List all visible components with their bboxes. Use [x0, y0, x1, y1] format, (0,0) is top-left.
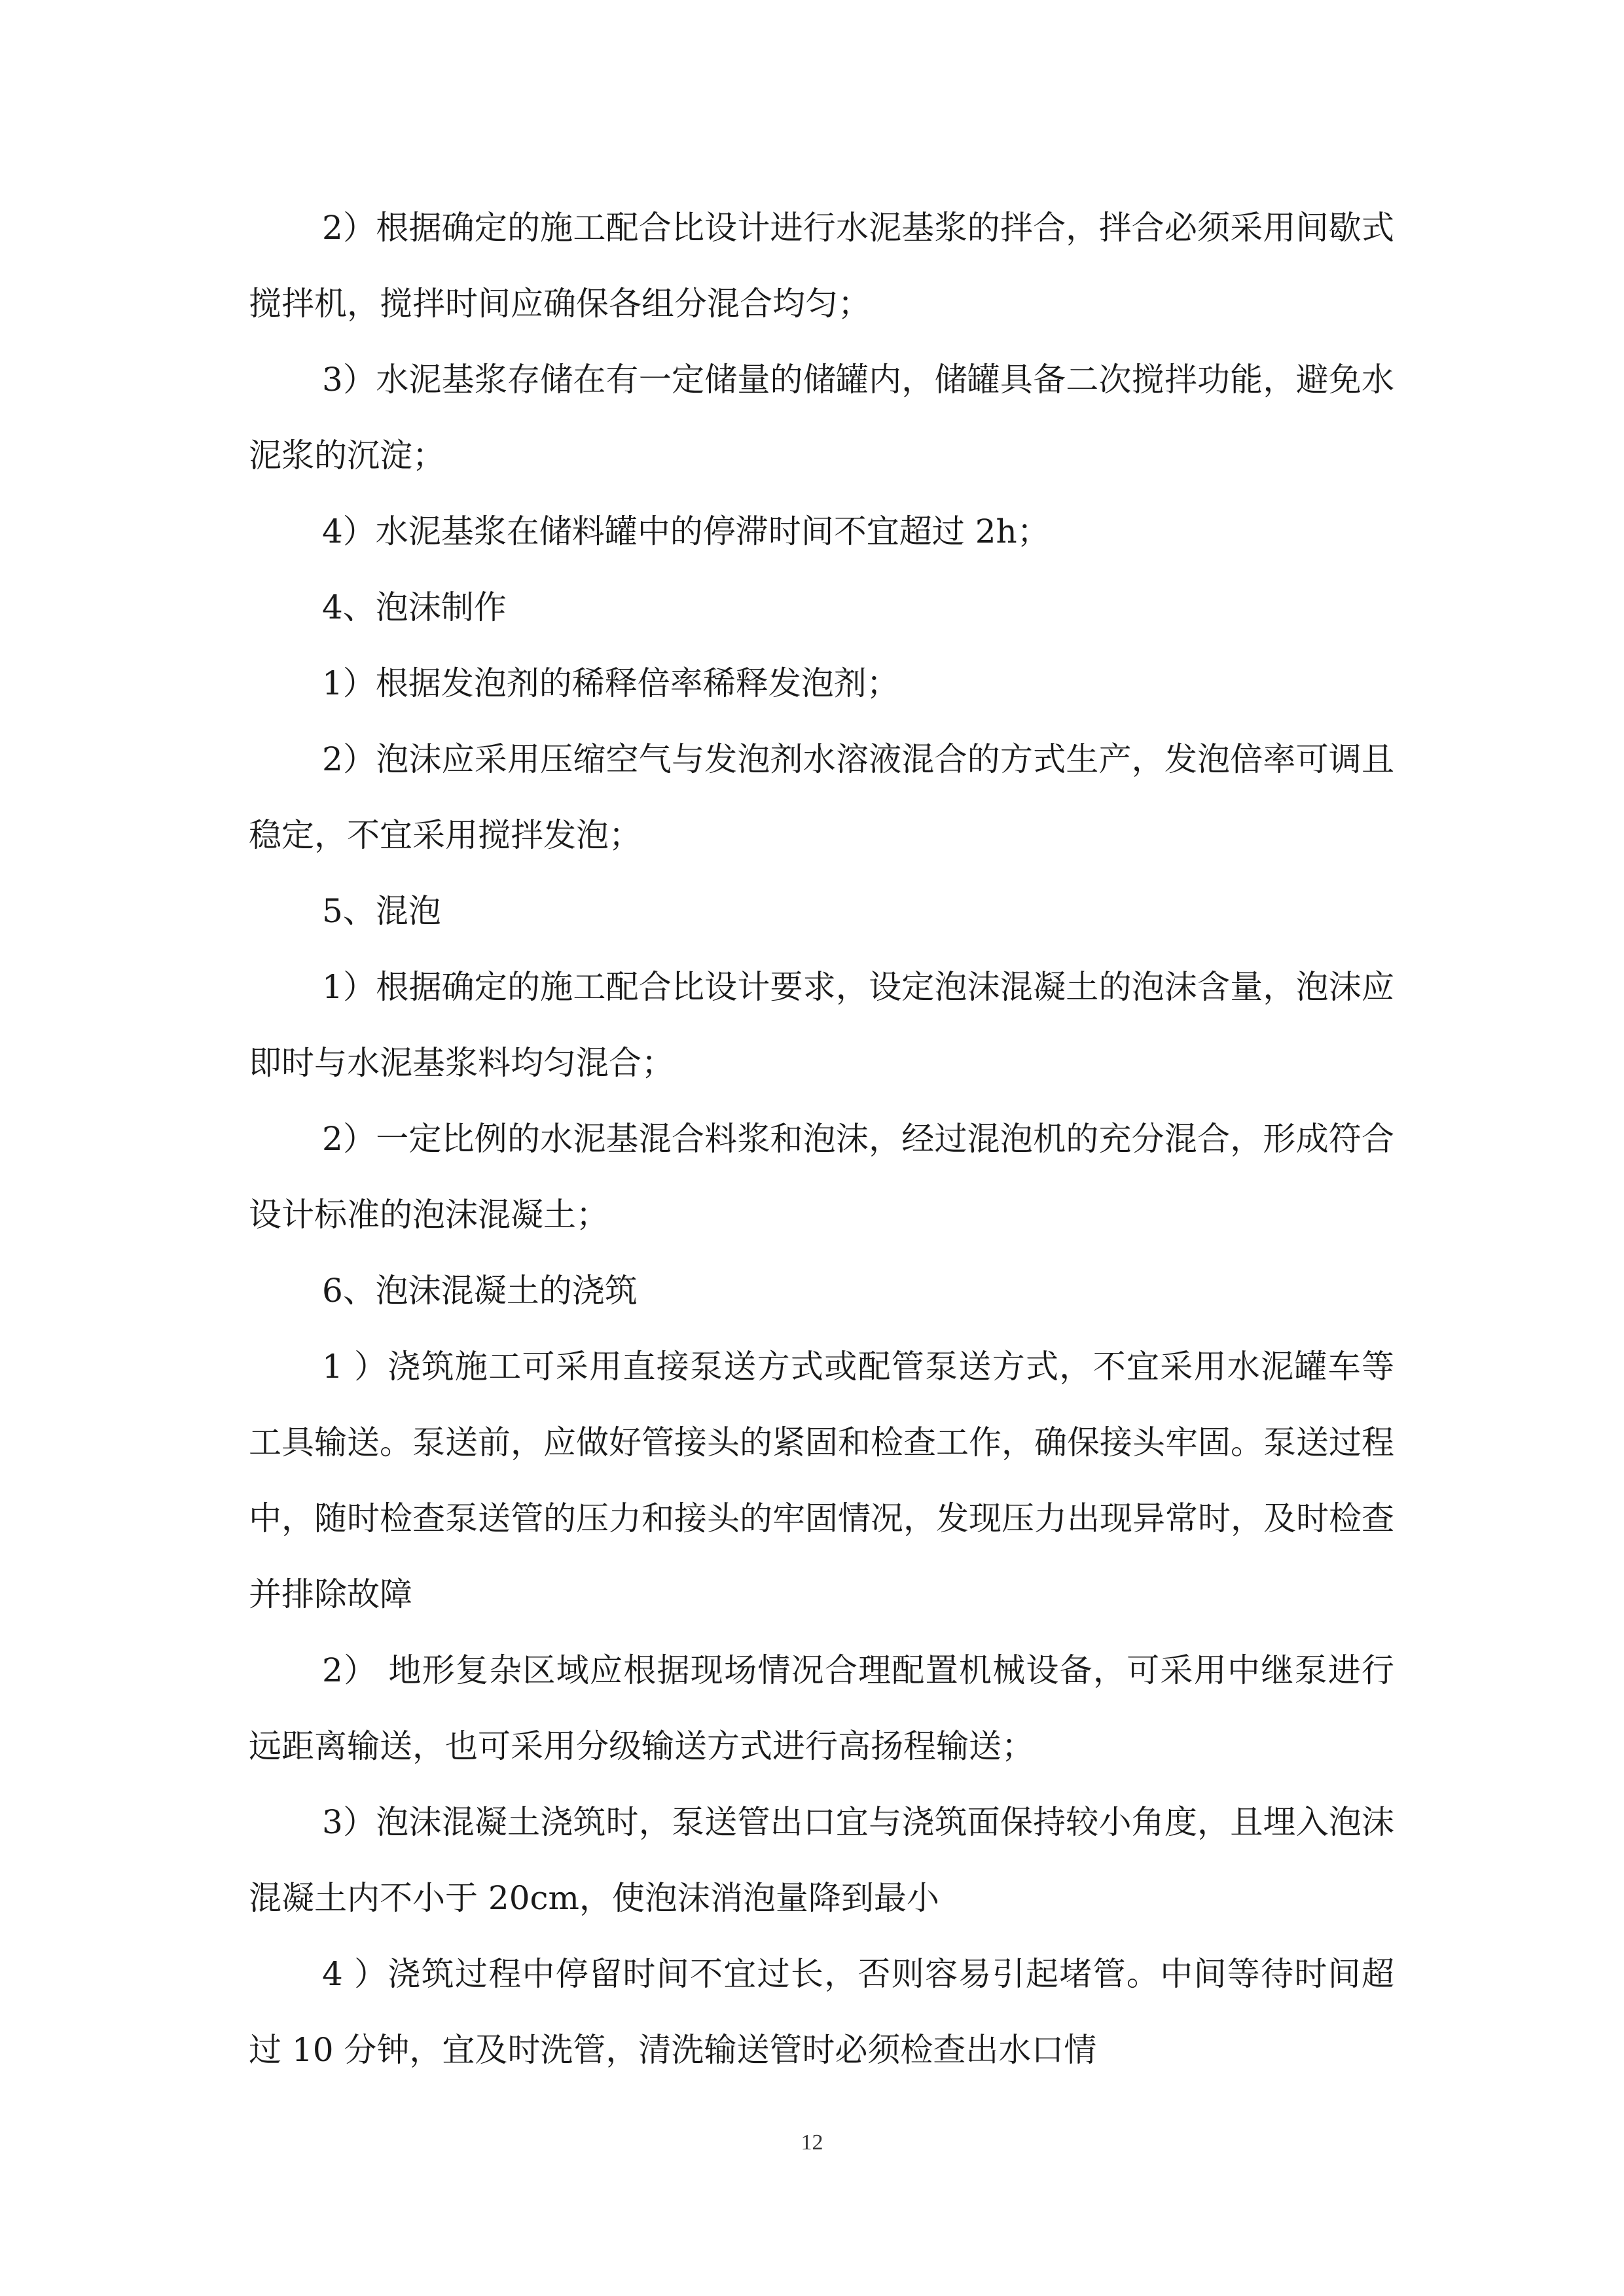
paragraph: 4）水泥基浆在储料罐中的停滞时间不宜超过 2h； [322, 512, 1050, 550]
paragraph: 1 ）浇筑施工可采用直接泵送方式或配管泵送方式，不宜采用水泥罐车等工具输送。泵送前，应做好管接头的紧固和检查工作，确保接头牢固。泵送过程中，随时检查泵送管的压力和接头的牢固情况，发现压力出现异常时，及时检查并排除故障 [249, 1348, 1394, 1613]
paragraph: 3）水泥基浆存储在有一定储量的储罐内，储罐具备二次搅拌功能，避免水泥浆的沉淀； [249, 361, 1394, 475]
body-text [249, 190, 1394, 2088]
paragraph: 1）根据发泡剂的稀释倍率稀释发泡剂； [322, 664, 899, 702]
page-number: 12 [801, 2130, 823, 2155]
paragraph: 4 ）浇筑过程中停留时间不宜过长，否则容易引起堵管。中间等待时间超过 10 分钟，宜及时洗管，清洗输送管时必须检查出水口情 [249, 1955, 1394, 2069]
paragraph: 1）根据确定的施工配合比设计要求，设定泡沫混凝土的泡沫含量，泡沫应即时与水泥基浆料均匀混合； [249, 968, 1394, 1082]
paragraph: 2）根据确定的施工配合比设计进行水泥基浆的拌合，拌合必须采用间歇式搅拌机，搅拌时间应确保各组分混合均匀； [249, 209, 1394, 323]
section-heading: 6、泡沫混凝土的浇筑 [322, 1272, 638, 1310]
section-heading: 5、混泡 [322, 892, 441, 930]
paragraph: 2） 地形复杂区域应根据现场情况合理配置机械设备，可采用中继泵进行远距离输送，也可采用分级输送方式进行高扬程输送； [249, 1651, 1394, 1765]
paragraph: 3）泡沫混凝土浇筑时，泵送管出口宜与浇筑面保持较小角度，且埋入泡沫混凝土内不小于 20cm，使泡沫消泡量降到最小 [249, 1803, 1394, 1917]
paragraph: 2）一定比例的水泥基混合料浆和泡沫，经过混泡机的充分混合，形成符合设计标准的泡沫混凝土； [249, 1120, 1394, 1234]
section-heading: 4、泡沫制作 [322, 588, 507, 626]
paragraph: 2）泡沫应采用压缩空气与发泡剂水溶液混合的方式生产，发泡倍率可调且稳定，不宜采用搅拌发泡； [249, 740, 1394, 854]
